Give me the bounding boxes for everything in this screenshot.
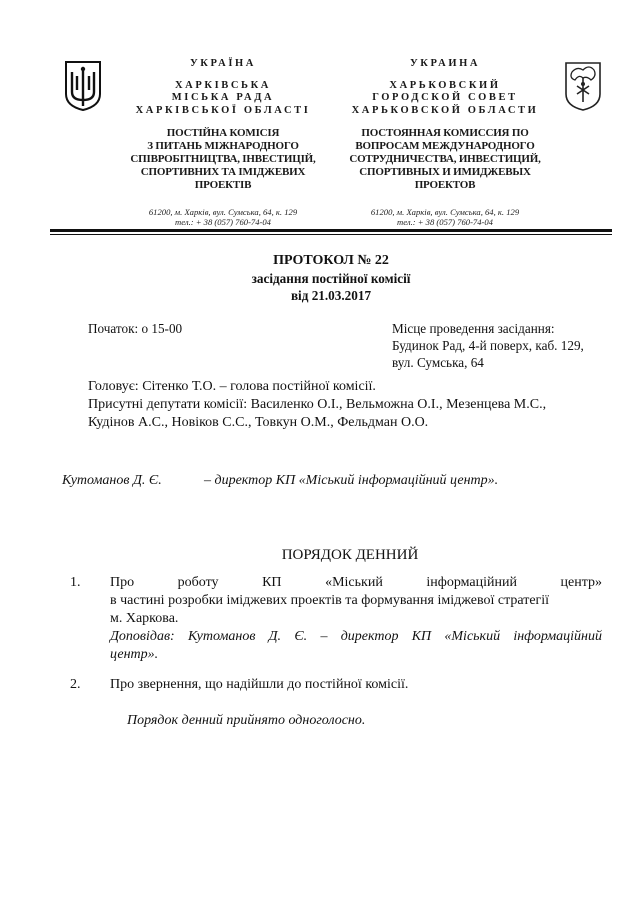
council-ru-line-2: ГОРОДСКОЙ СОВЕТ	[372, 92, 518, 103]
place-line-3: вул. Сумська, 64	[392, 355, 484, 370]
commission-ua-line-3: СПІВРОБІТНИЦТВА, ІНВЕСТИЦІЙ,	[130, 153, 316, 165]
commission-ru-line-1: ПОСТОЯННАЯ КОМИССИЯ ПО	[361, 127, 529, 139]
place-line-1: Місце проведення засідання:	[392, 321, 555, 336]
agenda-item-1-line-2: в частині розробки іміджевих проектів та формування іміджевої стратегії	[110, 593, 550, 608]
agenda-item-1-number: 1.	[70, 575, 81, 590]
commission-ua-line-5: ПРОЕКТІВ	[194, 179, 252, 191]
header-divider-thin	[50, 234, 612, 235]
title-line-2: засідання постійної комісії	[251, 271, 411, 286]
place-line-2: Будинок Рад, 4-й поверх, каб. 129,	[392, 338, 584, 353]
meeting-start: Початок: о 15-00	[88, 321, 183, 336]
council-ru-line-3: ХАРЬКОВСКОЙ ОБЛАСТИ	[351, 104, 539, 116]
address-ua-phone: тел.: + 38 (057) 760-74-04	[175, 217, 271, 227]
invited-role: – директор КП «Міський інформаційний центр».	[204, 473, 499, 488]
coat-of-arms-kharkiv-icon	[563, 60, 603, 112]
commission-ru-line-3: СОТРУДНИЧЕСТВА, ИНВЕСТИЦИЙ,	[349, 153, 541, 165]
commission-ua-line-1: ПОСТІЙНА КОМІСІЯ	[166, 127, 280, 139]
council-ru-line-1: ХАРЬКОВСКИЙ	[389, 79, 501, 91]
present-line-1: Присутні депутати комісії: Василенко О.І., Вельможна О.І., Мезенцева М.С.,	[88, 397, 547, 412]
chair-line: Головує: Сітенко Т.О. – голова постійної комісії.	[88, 379, 376, 394]
council-ua-line-3: ХАРКІВСЬКОЇ ОБЛАСТІ	[135, 104, 311, 116]
agenda-item-1-speaker-2: центр».	[110, 647, 159, 662]
invited-name: Кутоманов Д. Є.	[62, 473, 162, 488]
address-ru-phone: тел.: + 38 (057) 760-74-04	[397, 217, 493, 227]
header-ua	[118, 58, 328, 192]
commission-ua-line-4: СПОРТИВНИХ ТА ІМІДЖЕВИХ	[140, 166, 306, 178]
coat-of-arms-ukraine-icon	[64, 60, 102, 112]
agenda-adopted: Порядок денний прийнято одноголосно.	[127, 713, 366, 728]
address-ua	[118, 207, 328, 227]
address-ru	[340, 207, 550, 227]
country-ua: УКРАЇНА	[189, 58, 256, 69]
agenda-item-1-line-3: м. Харкова.	[110, 611, 179, 626]
title-line-3: від 21.03.2017	[290, 288, 372, 303]
attendance	[88, 378, 618, 432]
agenda-item-1	[110, 574, 602, 664]
country-ru: УКРАИНА	[409, 58, 481, 69]
council-ua-line-2: МІСЬКА РАДА	[171, 92, 275, 103]
address-ru-street: 61200, м. Харків, вул. Сумська, 64, к. 129	[370, 207, 520, 217]
meeting-place	[392, 320, 612, 371]
present-line-2: Кудінов А.С., Новіков С.С., Товкун О.М., Фельдман О.О.	[88, 415, 429, 430]
commission-ua-line-2: З ПИТАНЬ МІЖНАРОДНОГО	[147, 140, 299, 152]
header-divider-thick	[50, 229, 612, 232]
agenda-item-2-number: 2.	[70, 677, 81, 692]
agenda-item-2-line-1: Про звернення, що надійшли до постійної комісії.	[110, 677, 409, 692]
commission-ru-line-4: СПОРТИВНЫХ И ИМИДЖЕВЫХ	[359, 166, 531, 178]
commission-ru-line-2: ВОПРОСАМ МЕЖДУНАРОДНОГО	[355, 140, 535, 152]
address-ua-street: 61200, м. Харків, вул. Сумська, 64, к. 129	[148, 207, 298, 217]
council-ua-line-1: ХАРКІВСЬКА	[174, 79, 271, 91]
agenda-item-1-line-1: Про роботу КП «Міський інформаційний центр»	[110, 575, 602, 590]
document-title	[50, 252, 612, 304]
agenda-item-1-speaker-1: Доповідав: Кутоманов Д. Є. – директор КП «Міський інформаційний	[110, 629, 602, 644]
title-line-1: ПРОТОКОЛ № 22	[273, 253, 389, 268]
agenda-heading: ПОРЯДОК ДЕННИЙ	[281, 547, 419, 563]
header-ru	[340, 58, 550, 192]
commission-ru-line-5: ПРОЕКТОВ	[414, 179, 476, 191]
